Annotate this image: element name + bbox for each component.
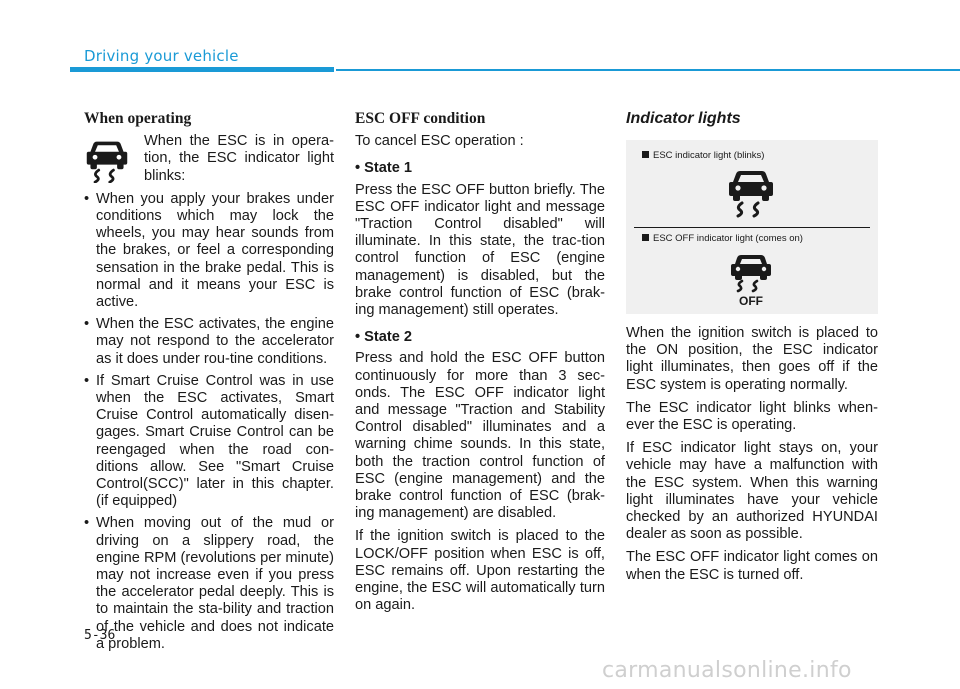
column-indicator-lights	[626, 110, 878, 137]
indicator-panel	[626, 140, 878, 314]
esc-indicator-icon	[84, 137, 130, 183]
list-item: • When moving out of the mud or driving on a slippery road, the engine RPM (revolutions per minute) may not increase even if you press the accelerator pedal deeply. This is to maintain the sta-bility and traction of the vehicle and does not indicate a problem.	[84, 515, 334, 653]
esc-off-intro: To cancel ESC operation :	[355, 133, 524, 150]
heading-when-operating: When operating	[84, 110, 192, 127]
intro-block	[84, 133, 334, 185]
list-item: • When the ESC activates, the engine may not respond to the accelerator as it does under rou-tine conditions.	[84, 316, 334, 368]
indicator-description	[626, 325, 878, 590]
header-rule-thin	[336, 69, 960, 71]
esc-off-indicator-icon	[727, 252, 775, 306]
header-rule-thick	[70, 67, 334, 72]
list-item: • When you apply your brakes under conditions which may lock the wheels, you may hear sounds from the brakes, or feel a corresponding sensation in the brake pedal. This is normal and it means your ESC is active.	[84, 191, 334, 311]
bullet-list	[84, 191, 334, 653]
state-2-label: • State 2	[355, 329, 413, 346]
watermark: carmanualsonline.info	[602, 658, 852, 683]
state-2-text: Press and hold the ESC OFF button continuously for more than 3 sec-onds. The ESC OFF indicator light and message "Traction and Stability Control disabled" illuminates and a warning chime sounds. In this state, both the traction control function of ESC (engine management) and the brake control function of ESC (brak-ing management) are disabled.	[355, 350, 605, 522]
column-esc-off	[355, 110, 605, 620]
state-1-text: Press the ESC OFF button briefly. The ESC OFF indicator light and message "Traction Control disabled" will illuminate. In this state, the trac-tion control function of ESC (engine management) is disabled, but the brake control function of ESC (brak-ing management) still operates.	[355, 181, 605, 319]
indicator-paragraph: The ESC OFF indicator light comes on when the ESC is turned off.	[626, 549, 878, 583]
esc-off-closing: If the ignition switch is placed to the LOCK/OFF position when ESC is off, ESC remains off. Upon restarting the engine, the ESC will automatically turn on again.	[355, 528, 605, 614]
page-number: 5-36	[84, 628, 116, 643]
indicator-paragraph: If ESC indicator light stays on, your vehicle may have a malfunction with the ESC system. When this warning light illuminates have your vehicle checked by an authorized HYUNDAI dealer as soon as possible.	[626, 440, 878, 543]
column-when-operating	[84, 110, 334, 658]
indicator-paragraph: The ESC indicator light blinks when-ever the ESC is operating.	[626, 399, 878, 434]
intro-text: When the ESC is in opera-tion, the ESC indicator light blinks:	[144, 133, 334, 184]
off-label: OFF	[739, 294, 763, 306]
heading-indicator-lights: Indicator lights	[626, 110, 741, 127]
heading-esc-off: ESC OFF condition	[355, 110, 486, 127]
section-title: Driving your vehicle	[84, 47, 239, 65]
divider	[634, 227, 870, 228]
indicator-blink-label: ESC indicator light (blinks)	[642, 150, 764, 161]
indicator-paragraph: When the ignition switch is placed to the ON position, the ESC indicator light illuminates, then goes off if the ESC system is operating normally.	[626, 325, 878, 393]
state-1-label: • State 1	[355, 160, 413, 177]
list-item: • If Smart Cruise Control was in use when the ESC activates, Smart Cruise Control automatically disen-gages. Smart Cruise Control can be reengaged when the road con-ditions allow. See "Smart Cruise Control(SCC)" later in this chapter. (if equipped)	[84, 373, 334, 511]
esc-indicator-icon	[726, 166, 776, 218]
indicator-off-label: ESC OFF indicator light (comes on)	[642, 233, 803, 244]
